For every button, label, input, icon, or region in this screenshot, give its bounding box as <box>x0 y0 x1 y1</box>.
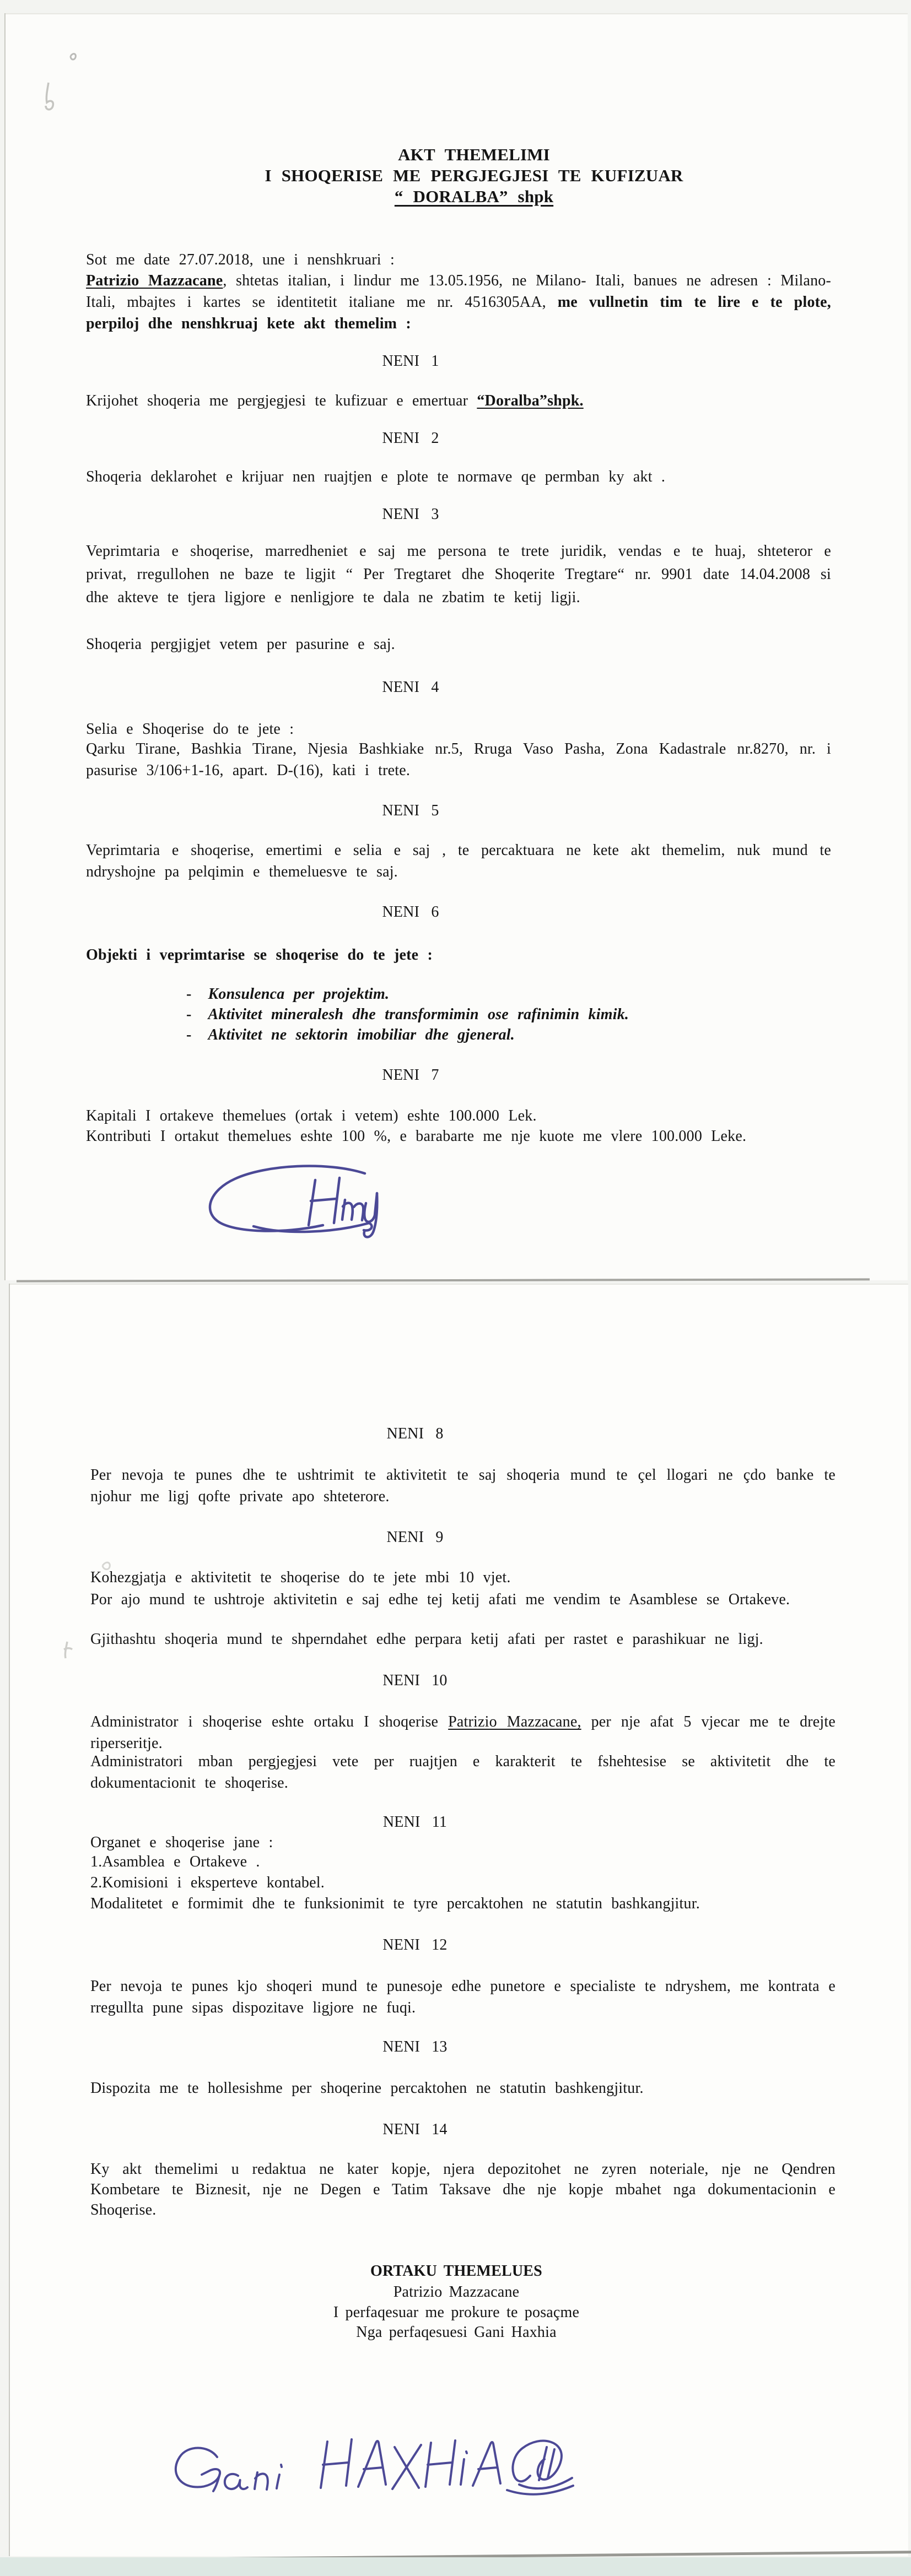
text-segment: me vullnetin tim te lire e te plote, perpiloj dhe nenshkruaj kete akt themelim : <box>86 294 831 332</box>
paragraph: Qarku Tirane, Bashkia Tirane, Njesia Bashkiake nr.5, Rruga Vaso Pasha, Zona Kadastrale nr.8270, nr. i pasurise 3/106+1-16, apart. D-(16), kati i trete. <box>86 740 831 779</box>
text-segment: Administrator i shoqerise eshte ortaku I shoqerise <box>90 1713 449 1730</box>
paragraph: Kontributi I ortakut themelues eshte 100 %, e barabarte me nje kuote me vlere 100.000 Leke. <box>86 1128 747 1145</box>
article-heading: NENI 11 <box>382 1814 448 1831</box>
list-item-text: Aktivitet ne sektorin imobiliar dhe gjeneral. <box>208 1026 515 1043</box>
paragraph: Per nevoja te punes kjo shoqeri mund te punesoje edhe punetore e specialiste te ndryshem, me kontrata e rregullta pune sipas dispozitave ligjore ne fuqi. <box>90 1978 835 2016</box>
article-heading: NENI 13 <box>382 2038 448 2055</box>
representative-signature-ink <box>166 2423 574 2517</box>
paragraph: 1.Asamblea e Ortakeve . <box>90 1853 260 1870</box>
paragraph <box>86 270 831 334</box>
page-1 <box>4 13 908 1280</box>
paragraph: Gjithashtu shoqeria mund te shperndahet edhe perpara ketij afati per rastet e parashikuar ne ligj. <box>90 1631 763 1648</box>
article-heading: NENI 8 <box>386 1425 444 1442</box>
paragraph: Ky akt themelimi u redaktua ne kater kopje, njera depozitohet ne zyren noteriale, nje ne Qendren Kombetare te Biznesit, nje ne Degen e Tatim Taksave dhe nje kopje mbahet nga dokumentacionin e Shoqerise. <box>90 2161 835 2218</box>
paragraph: Shoqeria pergjigjet vetem per pasurine e saj. <box>86 636 395 653</box>
paragraph: Modalitetet e formimit dhe te funksionimit te tyre percaktohen ne statutin bashkangjitur. <box>90 1895 700 1912</box>
text-segment: , shtetas italian, i lindur me 13.05.1956, ne Milano- Itali, banues ne adresen : Milano- Itali, mbajtes i kartes se identitetit italiane me nr. 4516305AA, <box>86 272 831 311</box>
list-dash: - <box>186 986 192 1003</box>
page-2 <box>9 1284 908 2556</box>
paragraph: Organet e shoqerise jane : <box>90 1834 273 1851</box>
text-segment: Patrizio Mazzacane, <box>448 1713 581 1730</box>
article-heading: NENI 6 <box>382 903 439 921</box>
article-heading: NENI 3 <box>382 506 439 523</box>
text-segment: “Doralba”shpk. <box>477 392 584 409</box>
article-heading: NENI 2 <box>382 430 439 447</box>
paragraph: Por ajo mund te ushtroje aktivitetin e saj edhe tej ketij afati me vendim te Asamblese se Ortakeve. <box>90 1591 790 1608</box>
closing-line: Nga perfaqesuesi Gani Haxhia <box>356 2324 557 2341</box>
paragraph: Shoqeria deklarohet e krijuar nen ruajtjen e plote te normave qe permban ky akt . <box>86 468 666 485</box>
document-title-line: AKT THEMELIMI <box>398 145 550 164</box>
text-segment: per nje afat 5 vjecar me te drejte riperseritje. <box>90 1713 836 1752</box>
article-heading: NENI 14 <box>382 2121 448 2138</box>
scanner-background-strip <box>0 2557 911 2576</box>
article-heading: NENI 12 <box>382 1936 448 1953</box>
paragraph <box>90 1711 835 1754</box>
document-title-line: I SHOQERISE ME PERGJEGJESI TE KUFIZUAR <box>265 166 683 185</box>
paragraph: Kohezgjatja e aktivitetit te shoqerise do te jete mbi 10 vjet. <box>90 1569 511 1586</box>
text-segment: Patrizio Mazzacane <box>86 272 223 289</box>
article-heading: NENI 1 <box>382 353 439 370</box>
document-title-line: “ DORALBA” shpk <box>394 187 554 206</box>
activity-list-item <box>86 1025 831 1045</box>
list-item-text: Aktivitet mineralesh dhe transformimin ose rafinimin kimik. <box>208 1006 629 1023</box>
list-dash: - <box>186 1026 192 1043</box>
paragraph: Per nevoja te punes dhe te ushtrimit te aktivitetit te saj shoqeria mund te çel llogari ne çdo banke te njohur me ligj qofte private apo shteterore. <box>90 1466 835 1505</box>
paragraph: Sot me date 27.07.2018, une i nenshkruari : <box>86 251 395 268</box>
paragraph: 2.Komisioni i eksperteve kontabel. <box>90 1874 325 1891</box>
paragraph: Objekti i veprimtarise se shoqerise do te jete : <box>86 946 433 964</box>
paragraph: Dispozita me te hollesishme per shoqerine percaktohen ne statutin bashkengjitur. <box>90 2080 644 2097</box>
paragraph: Kapitali I ortakeve themelues (ortak i vetem) eshte 100.000 Lek. <box>86 1107 537 1124</box>
closing-line: Patrizio Mazzacane <box>393 2283 520 2301</box>
article-heading: NENI 7 <box>382 1067 439 1084</box>
article-heading: NENI 10 <box>382 1672 448 1689</box>
paragraph <box>86 390 831 412</box>
article-heading: NENI 4 <box>382 679 439 696</box>
text-segment: Krijohet shoqeria me pergjegjesi te kufizuar e emertuar <box>86 392 477 409</box>
activities-list <box>86 984 831 1045</box>
paragraph: Selia e Shoqerise do te jete : <box>86 721 294 738</box>
activity-list-item <box>86 1004 831 1025</box>
article-heading: NENI 9 <box>386 1529 444 1546</box>
founder-signature-ink <box>201 1163 403 1242</box>
closing-line: ORTAKU THEMELUES <box>370 2263 542 2280</box>
activity-list-item <box>86 984 831 1004</box>
paragraph: Veprimtaria e shoqerise, marredheniet e saj me persona te trete juridik, vendas e te huaj, shteteror e privat, rregullohen ne baze te ligjit “ Per Tregtaret dhe Shoqerite Tregtare“ nr. 9901 date 14.04.2008 si dhe akteve te tjera ligjore e nenligjore te dala ne zbatim te ketij ligji. <box>86 543 831 606</box>
list-dash: - <box>186 1006 192 1023</box>
document-title <box>94 144 854 207</box>
paragraph: Veprimtaria e shoqerise, emertimi e selia e saj , te percaktuara ne kete akt themelim, nuk mund te ndryshojne pa pelqimin e themeluesve te saj. <box>86 842 831 880</box>
paragraph: Administratori mban pergjegjesi vete per ruajtjen e karakterit te fshehtesise se aktivitetit dhe te dokumentacionit te shoqerise. <box>90 1753 835 1792</box>
list-item-text: Konsulenca per projektim. <box>208 986 390 1003</box>
closing-line: I perfaqesuar me prokure te posaçme <box>333 2304 580 2321</box>
article-heading: NENI 5 <box>382 802 439 819</box>
